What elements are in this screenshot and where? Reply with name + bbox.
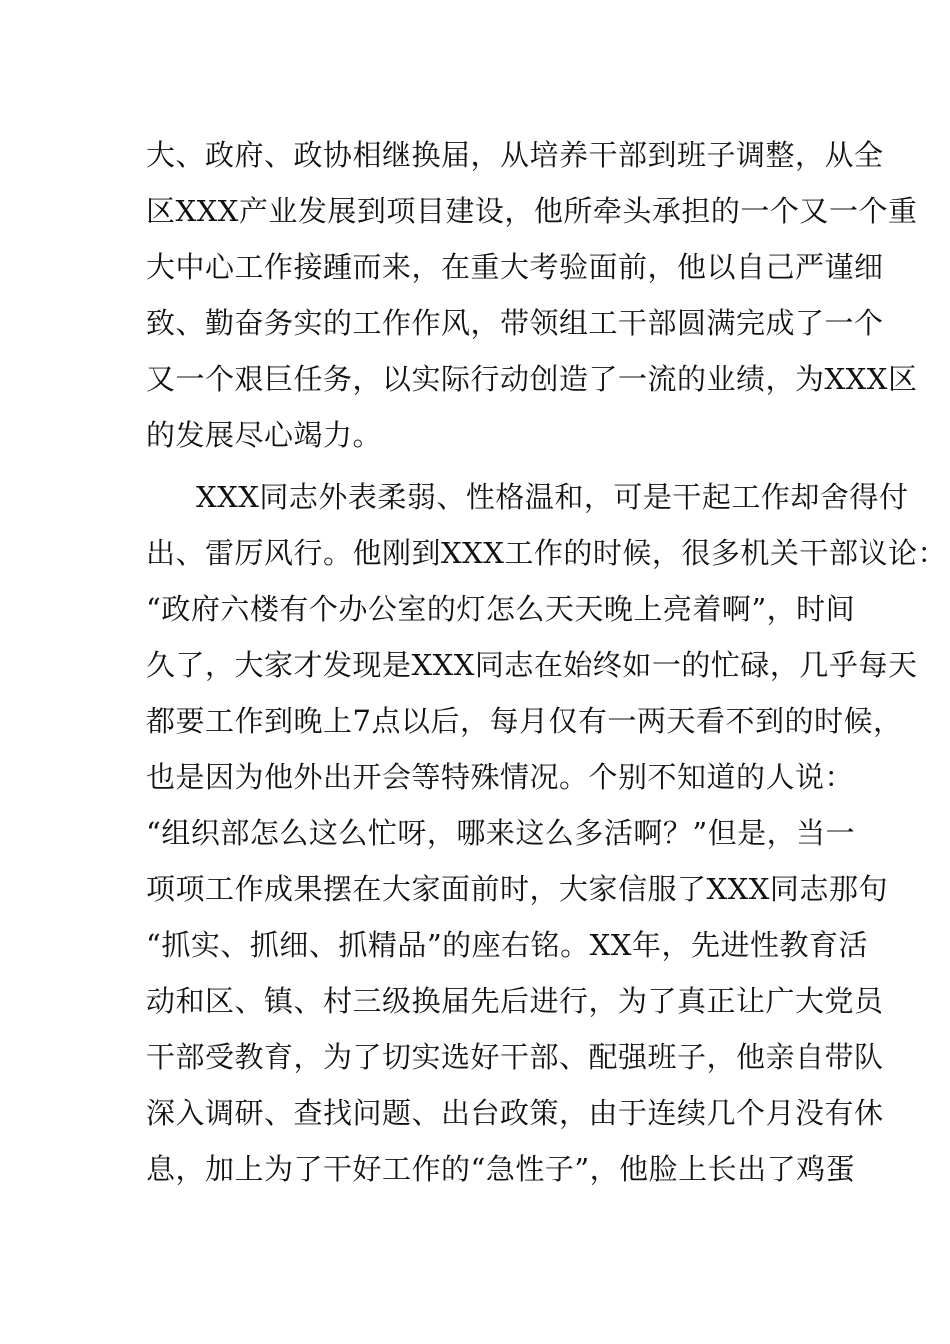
text-line: 久了，大家才发现是XXX同志在始终如一的忙碌，几乎每天: [146, 648, 918, 682]
text-line: 也是因为他外出开会等特殊情况。个别不知道的人说：: [146, 760, 855, 794]
text-line: 项项工作成果摆在大家面前时，大家信服了XXX同志那句: [146, 872, 888, 906]
paragraph-first-line: XXX同志外表柔弱、性格温和，可是干起工作却舍得付: [196, 480, 909, 514]
text-line: “组织部怎么这么忙呀，哪来这么多活啊？”但是，当一: [146, 816, 856, 850]
text-line: 大中心工作接踵而来，在重大考验面前，他以自己严谨细: [146, 250, 884, 284]
text-line: 致、勤奋务实的工作作风，带领组工干部圆满完成了一个: [146, 306, 884, 340]
text-line: 息，加上为了干好工作的“急性子”，他脸上长出了鸡蛋: [146, 1152, 856, 1186]
text-line: “抓实、抓细、抓精品”的座右铭。XX年，先进性教育活: [146, 928, 868, 962]
text-line: 区XXX产业发展到项目建设，他所牵头承担的一个又一个重: [146, 194, 918, 228]
text-line: 动和区、镇、村三级换届先后进行，为了真正让广大党员: [146, 984, 884, 1018]
text-line: 深入调研、查找问题、出台政策，由于连续几个月没有休: [146, 1096, 884, 1130]
text-line: “政府六楼有个办公室的灯怎么天天晚上亮着啊”，时间: [146, 592, 856, 626]
text-line: 干部受教育，为了切实选好干部、配强班子，他亲自带队: [146, 1040, 884, 1074]
text-line: 又一个艰巨任务，以实际行动创造了一流的业绩，为XXX区: [146, 362, 918, 396]
text-line: 出、雷厉风行。他刚到XXX工作的时候，很多机关干部议论：: [146, 536, 947, 570]
text-line: 都要工作到晚上7点以后，每月仅有一两天看不到的时候，: [146, 704, 903, 738]
text-line: 的发展尽心竭力。: [146, 418, 383, 452]
text-line: 大、政府、政协相继换届，从培养干部到班子调整，从全: [146, 138, 884, 172]
